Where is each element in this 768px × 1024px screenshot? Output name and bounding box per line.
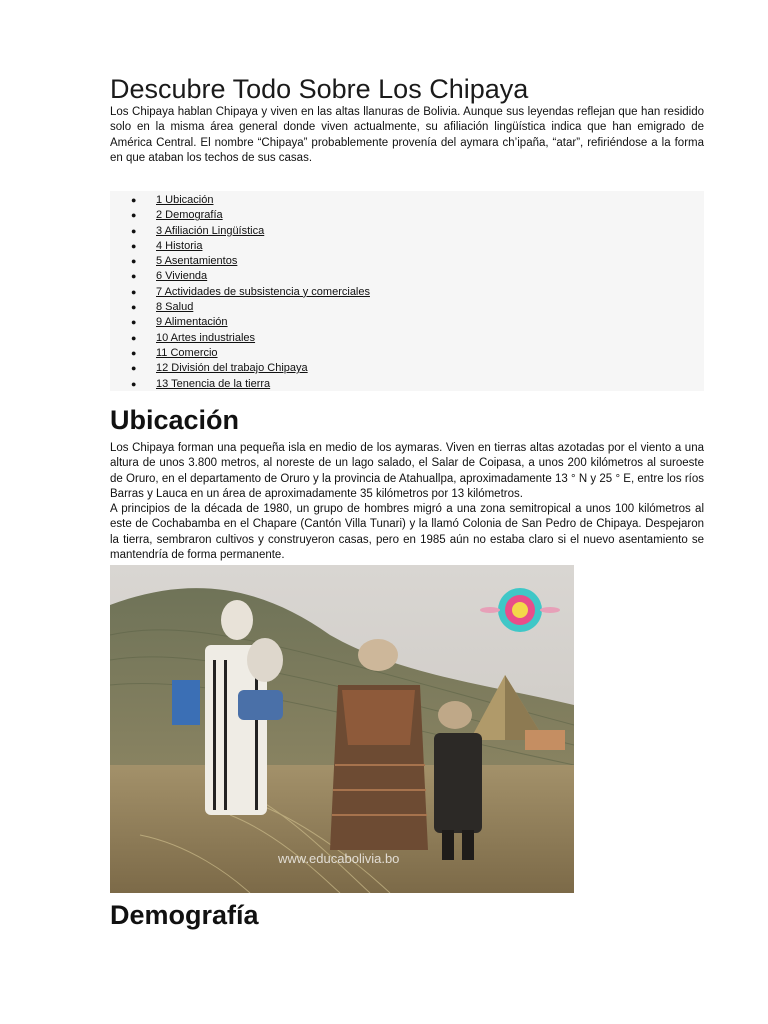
section-heading-ubicacion: Ubicación xyxy=(110,405,240,435)
page-title: Descubre Todo Sobre Los Chipaya xyxy=(110,74,529,104)
toc-item xyxy=(110,346,704,361)
photo-watermark: www.educabolivia.bo xyxy=(278,851,400,866)
bullet-icon: ● xyxy=(131,240,137,251)
toc-link[interactable]: 7 Actividades de subsistencia y comerciales xyxy=(156,285,370,298)
ubicacion-paragraph-2: A principios de la década de 1980, un grupo de hombres migró a una zona semitropical a unos 100 kilómetros al este de Cochabamba en el Chapare (Cantón Villa Tunari) y la llamó Colonia de San Pedro de Chipaya. Despejaron la tierra, sembraron cultivos y construyeron casas, pero en 1985 aún no estaba claro si el nuevo asentamiento se mantendría de forma permanente. xyxy=(110,503,704,562)
bullet-icon: ● xyxy=(131,256,137,267)
toc-item xyxy=(110,254,704,269)
toc-link[interactable]: 13 Tenencia de la tierra xyxy=(156,377,271,390)
bullet-icon: ● xyxy=(131,286,137,297)
toc-item xyxy=(110,208,704,223)
toc-link[interactable]: 3 Afiliación Lingüística xyxy=(156,224,265,237)
toc-link[interactable]: 1 Ubicación xyxy=(156,194,214,206)
bullet-icon: ● xyxy=(131,317,137,328)
bullet-icon: ● xyxy=(131,210,137,221)
bullet-icon: ● xyxy=(131,225,137,236)
bullet-icon: ● xyxy=(131,363,137,374)
toc-list xyxy=(110,191,704,392)
ubicacion-body xyxy=(110,441,704,563)
toc-item xyxy=(110,331,704,346)
toc-link[interactable]: 6 Vivienda xyxy=(156,270,208,283)
toc-item xyxy=(110,315,704,330)
toc-link[interactable]: 4 Historia xyxy=(156,239,203,252)
toc-item xyxy=(110,361,704,376)
toc-item xyxy=(110,300,704,315)
ubicacion-paragraph-1: Los Chipaya forman una pequeña isla en medio de los aymaras. Viven en tierras altas azotadas por el viento a una altura de unos 3.800 metros, al noreste de un lago salado, el Salar de Coipasa, a unos 200 kilómetros al suroeste de Oruro, en el departamento de Oruro y la provincia de Atahuallpa, aproximadamente 13 ° N y 25 ° E, entre los ríos Barras y Lauca en un área de aproximadamente 35 kilómetros por 13 kilómetros. xyxy=(110,442,704,500)
toc-link[interactable]: 2 Demografía xyxy=(156,209,223,222)
toc-item xyxy=(110,377,704,392)
section-heading-demografia: Demografía xyxy=(110,900,259,930)
toc-item xyxy=(110,269,704,284)
bullet-icon: ● xyxy=(131,378,137,389)
toc-link[interactable]: 9 Alimentación xyxy=(156,316,228,329)
toc-link[interactable]: 8 Salud xyxy=(156,301,194,314)
bullet-icon: ● xyxy=(131,302,137,313)
bullet-icon: ● xyxy=(131,195,137,205)
toc-item xyxy=(110,193,704,208)
bullet-icon: ● xyxy=(131,271,137,282)
toc-item xyxy=(110,224,704,239)
toc-link[interactable]: 11 Comercio xyxy=(156,346,218,359)
toc-link[interactable]: 5 Asentamientos xyxy=(156,255,238,268)
toc-item xyxy=(110,285,704,300)
table-of-contents xyxy=(110,191,704,391)
toc-link[interactable]: 10 Artes industriales xyxy=(156,331,256,344)
chipaya-family-photo xyxy=(110,565,574,893)
bullet-icon: ● xyxy=(131,332,137,343)
toc-link[interactable]: 12 División del trabajo Chipaya xyxy=(156,362,308,375)
toc-item xyxy=(110,239,704,254)
intro-paragraph: Los Chipaya hablan Chipaya y viven en las altas llanuras de Bolivia. Aunque sus leyendas reflejan que han residido solo en la misma área general donde viven actualmente, su afiliación lingüística indica que han emigrado de América Central. El nombre “Chipaya” probablemente provenía del aymara ch’ipaña, “atar”, refiriéndose a la forma en que ataban los techos de sus casas. xyxy=(110,106,704,164)
bullet-icon: ● xyxy=(131,347,137,358)
